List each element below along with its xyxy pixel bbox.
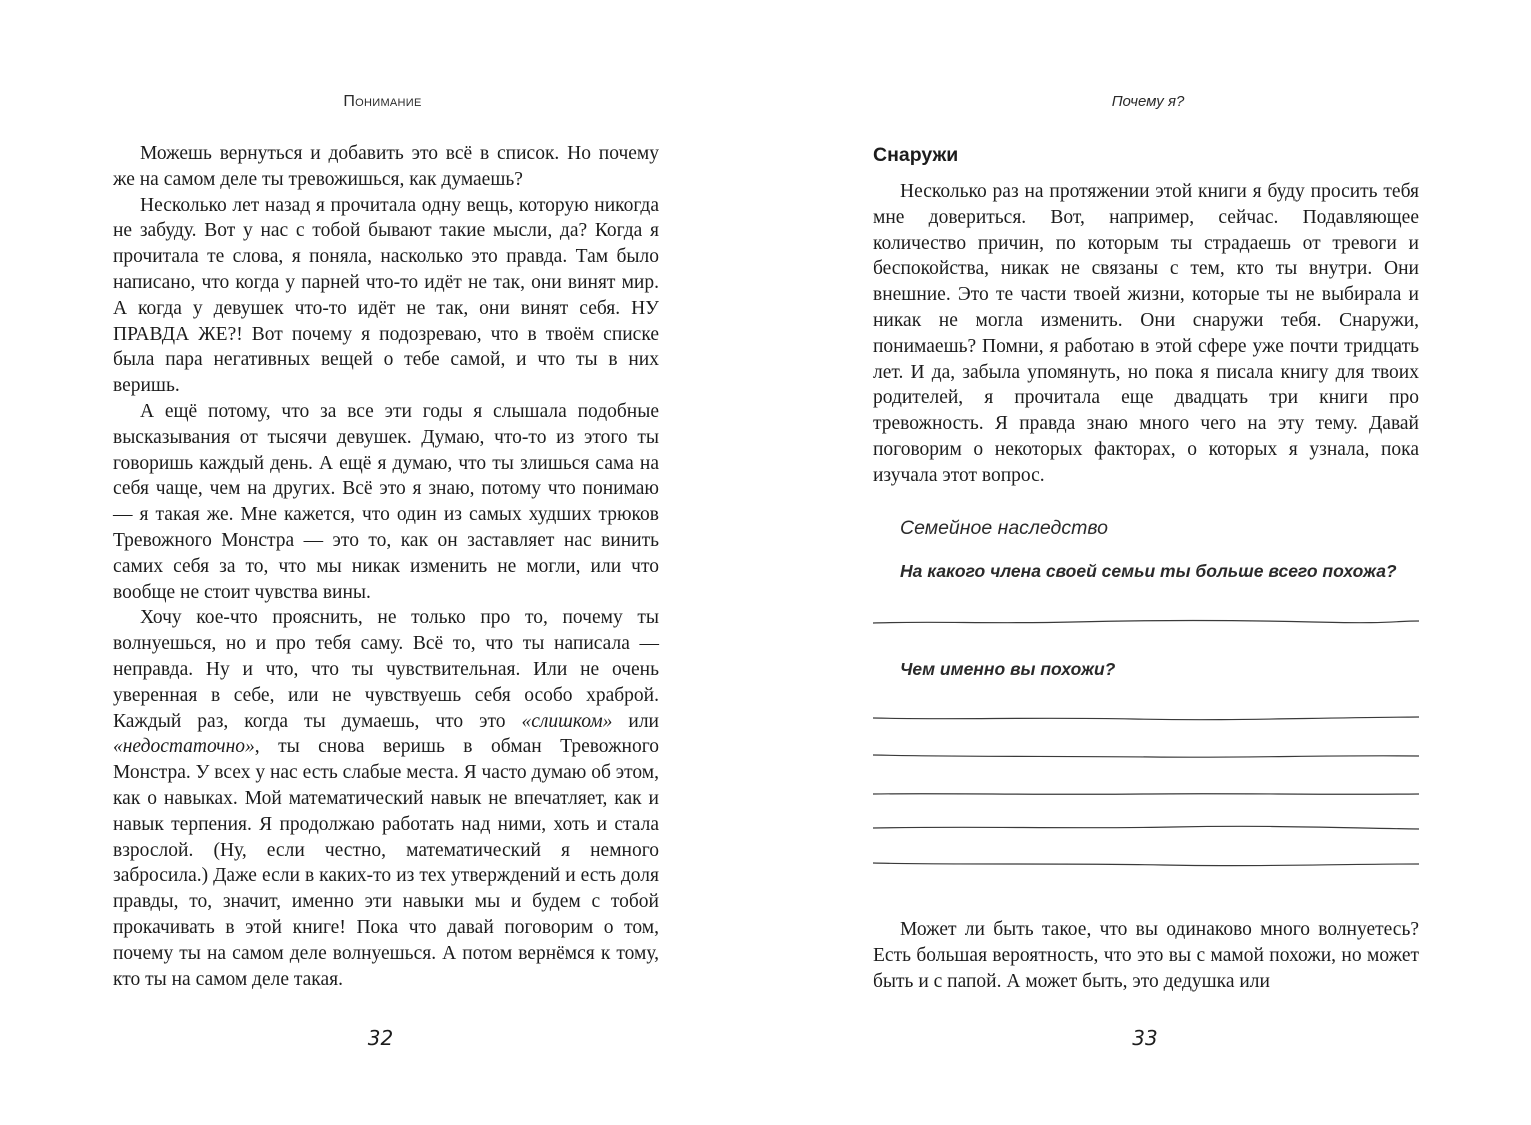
running-head-left: Понимание	[343, 93, 422, 110]
section-title: Снаружи	[873, 144, 959, 166]
paragraph-4-mid: или	[612, 710, 659, 732]
subsection-title: Семейное наследство	[900, 517, 1108, 539]
paragraph-3: А ещё потому, что за все эти годы я слышала подобные высказывания от тысячи девушек. Думаю, что-то из этого ты говоришь каждый день. А ещё я думаю, что ты злишься сама на себя чаще, чем на других. Всё это я знаю, потому что понимаю — я такая же. Мне кажется, что один из самых худших трюков Тревожного Монстра — это то, как он заставляет нас винить самих себя за то, что мы никак изменить не могли, или что вообще не стоит чувства вины.	[113, 400, 659, 603]
emphasis-too-much: «слишком»	[521, 710, 613, 732]
emphasis-not-enough: «недостаточно»	[113, 736, 255, 758]
left-page	[0, 0, 765, 1125]
answer-line-1[interactable]	[873, 617, 1419, 627]
question-1: На какого члена своей семьи ты больше всего похожа?	[900, 561, 1397, 581]
answer-line-6[interactable]	[873, 859, 1419, 869]
answer-line-5[interactable]	[873, 823, 1419, 833]
page-number-left: 32	[367, 1026, 394, 1050]
paragraph-4-start: Хочу кое-что прояснить, не только про то, почему ты волнуешься, но и про тебя саму. Всё то, что ты написала — неправда. Ну и что, что ты чувствительная. Или не очень уверенная в себе, или не чувствуешь себя особо храброй. Каждый раз, когда ты думаешь, что это	[113, 607, 659, 732]
right-page	[765, 0, 1531, 1125]
left-body-text	[113, 141, 659, 992]
answer-line-3[interactable]	[873, 751, 1419, 761]
question-2: Чем именно вы похожи?	[900, 659, 1116, 679]
intro-text	[873, 179, 1419, 489]
answer-line-4[interactable]	[873, 789, 1419, 799]
answer-line-2[interactable]	[873, 713, 1419, 723]
paragraph-2: Несколько лет назад я прочитала одну вещь, которую никогда не забуду. Вот у нас с тобой бывают такие мысли, да? Когда я прочитала те слова, я поняла, насколько это правда. Там было написано, что когда у парней что-то идёт не так, они винят мир. А когда у девушек что-то идёт не так, они винят себя. НУ ПРАВДА ЖЕ?! Вот почему я подозреваю, что в твоём списке была пара негативных вещей о тебе самой, и что ты в них веришь.	[113, 194, 659, 397]
running-head-right: Почему я?	[1111, 93, 1185, 110]
paragraph-4	[113, 605, 659, 992]
paragraph-1: Можешь вернуться и добавить это всё в список. Но почему же на самом деле ты тревожишься, как думаешь?	[113, 143, 659, 190]
paragraph-4-end: , ты снова веришь в обман Тревожного Монстра. У всех у нас есть слабые места. Я часто думаю об этом, как о навыках. Мой математический навык не впечатляет, как и навык терпения. Я продолжаю работать над ними, хоть и стала взрослой. (Ну, если честно, математический я немного забросила.) Даже если в каких-то из тех утверждений и есть доля правды, то, значит, именно эти навыки мы и будем с тобой прокачивать в этой книге! Пока что давай поговорим о том, почему ты на самом деле волнуешься. А потом вернёмся к тому, кто ты на самом деле такая.	[113, 736, 659, 990]
intro-paragraph: Несколько раз на протяжении этой книги я буду просить тебя мне довериться. Вот, например, сейчас. Подавляющее количество причин, по которым ты страдаешь от тревоги и беспокойства, никак не связаны с тем, кто ты внутри. Они внешние. Это те части твоей жизни, которые ты не выбирала и никак не могла изменить. Они снаружи тебя. Снаружи, понимаешь? Помни, я работаю в этой сфере уже почти тридцать лет. И да, забыла упомянуть, но пока я писала книгу для твоих родителей, я прочитала еще двадцать три книги про тревожность. Я правда знаю много чего на эту тему. Давай поговорим о некоторых факторах, о которых я узнала, пока изучала этот вопрос.	[873, 181, 1419, 486]
outro-text	[873, 917, 1419, 994]
outro-paragraph: Может ли быть такое, что вы одинаково много волнуетесь? Есть большая вероятность, что это вы с мамой похожи, но может быть и с папой. А может быть, это дедушка или	[873, 919, 1419, 992]
page-number-right: 33	[1132, 1026, 1158, 1050]
